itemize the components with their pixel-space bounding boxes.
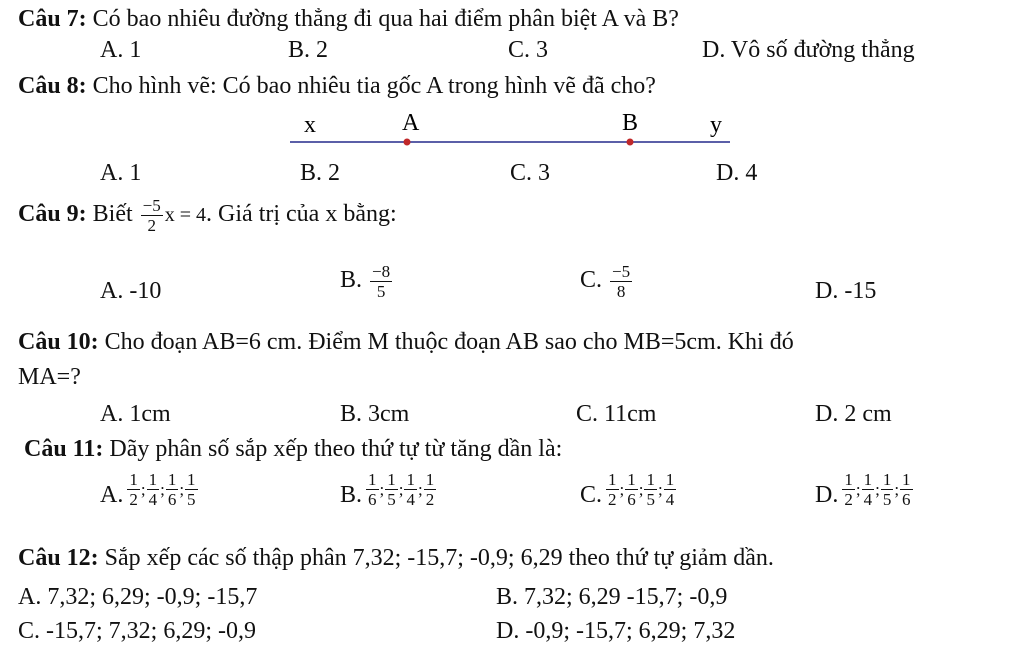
q11-fraction bbox=[147, 470, 160, 509]
q11-option-letter: B. bbox=[340, 482, 363, 508]
q11-numerator: 1 bbox=[902, 470, 911, 489]
q11-denominator: 5 bbox=[387, 490, 396, 509]
q11-numerator: 1 bbox=[863, 470, 873, 489]
q11-denominator: 4 bbox=[863, 490, 873, 509]
q11-denominator: 4 bbox=[665, 490, 675, 509]
q7-option-c[interactable]: C. 3 bbox=[508, 37, 549, 63]
q11-denominator: 5 bbox=[646, 490, 655, 509]
q8-option-d[interactable]: D. 4 bbox=[716, 160, 758, 186]
q11-separator: ; bbox=[379, 479, 385, 499]
q11-denominator: 2 bbox=[608, 490, 617, 509]
q11-option-c[interactable] bbox=[580, 470, 676, 509]
q11-fraction-sequence bbox=[606, 470, 676, 509]
question-11-text: Dãy phân số sắp xếp theo thứ tự từ tăng dần là: bbox=[109, 436, 563, 462]
q10-option-b[interactable]: B. 3cm bbox=[340, 401, 410, 427]
point-b bbox=[627, 139, 634, 146]
q11-separator: ; bbox=[894, 479, 900, 499]
q11-fraction bbox=[366, 470, 379, 509]
q11-denominator: 4 bbox=[406, 490, 415, 509]
q9-b-numerator: −8 bbox=[372, 262, 391, 281]
q11-denominator: 6 bbox=[902, 490, 911, 509]
q11-separator: ; bbox=[619, 479, 625, 499]
q11-numerator: 1 bbox=[882, 470, 892, 489]
q11-fraction bbox=[842, 470, 855, 509]
q11-option-b[interactable] bbox=[340, 470, 436, 509]
q9-equation-fraction bbox=[141, 196, 163, 235]
q11-fraction bbox=[606, 470, 619, 509]
q11-fraction bbox=[644, 470, 657, 509]
question-12-label: Câu 12: bbox=[18, 545, 99, 571]
q11-separator: ; bbox=[875, 479, 880, 499]
q11-fraction bbox=[127, 470, 140, 509]
q11-denominator: 6 bbox=[167, 490, 177, 509]
q11-denominator: 2 bbox=[425, 490, 435, 509]
question-10-text-line2: MA=? bbox=[18, 364, 81, 390]
q10-option-d[interactable]: D. 2 cm bbox=[815, 401, 892, 427]
q11-numerator: 1 bbox=[406, 470, 415, 489]
q11-separator: ; bbox=[417, 479, 423, 499]
q9-option-c[interactable] bbox=[580, 262, 634, 301]
q9-option-d[interactable]: D. -15 bbox=[815, 278, 877, 304]
q10-option-a[interactable]: A. 1cm bbox=[100, 401, 171, 427]
q8-option-c[interactable]: C. 3 bbox=[510, 160, 551, 186]
q11-denominator: 5 bbox=[187, 490, 196, 509]
q11-numerator: 1 bbox=[387, 470, 396, 489]
q11-numerator: 1 bbox=[844, 470, 853, 489]
point-a bbox=[404, 139, 411, 146]
q11-denominator: 6 bbox=[627, 490, 636, 509]
q11-fraction bbox=[664, 470, 677, 509]
q11-separator: ; bbox=[179, 479, 185, 499]
question-9 bbox=[18, 196, 397, 235]
q12-option-c[interactable]: C. -15,7; 7,32; 6,29; -0,9 bbox=[18, 618, 256, 644]
q11-numerator: 1 bbox=[148, 470, 158, 489]
q11-numerator: 1 bbox=[425, 470, 435, 489]
q11-fraction-sequence bbox=[366, 470, 436, 509]
q9-option-b[interactable] bbox=[340, 262, 394, 301]
q11-numerator: 1 bbox=[187, 470, 196, 489]
line-xy-figure bbox=[290, 108, 740, 156]
question-7-label: Câu 7: bbox=[18, 6, 87, 32]
q9-c-numerator: −5 bbox=[612, 262, 631, 281]
q11-fraction bbox=[625, 470, 638, 509]
question-8 bbox=[18, 73, 656, 100]
q11-numerator: 1 bbox=[627, 470, 636, 489]
q7-option-d[interactable]: D. Vô số đường thẳng bbox=[702, 37, 915, 63]
question-12-text: Sắp xếp các số thập phân 7,32; -15,7; -0,9; 6,29 theo thứ tự giảm dần. bbox=[104, 545, 774, 571]
q11-denominator: 2 bbox=[129, 490, 138, 509]
label-b: B bbox=[622, 110, 639, 136]
q11-option-letter: C. bbox=[580, 482, 603, 508]
q8-option-a[interactable]: A. 1 bbox=[100, 160, 142, 186]
q11-numerator: 1 bbox=[608, 470, 617, 489]
q11-fraction bbox=[385, 470, 398, 509]
question-10-text-line1: Cho đoạn AB=6 cm. Điểm M thuộc đoạn AB sao cho MB=5cm. Khi đó bbox=[104, 329, 794, 355]
q11-denominator: 2 bbox=[844, 490, 853, 509]
q9-b-denominator: 5 bbox=[376, 282, 386, 301]
question-7 bbox=[18, 6, 679, 33]
q9-option-c-letter: C. bbox=[580, 267, 603, 294]
question-8-label: Câu 8: bbox=[18, 73, 87, 99]
question-7-text: Có bao nhiêu đường thẳng đi qua hai điểm phân biệt A và B? bbox=[92, 6, 679, 32]
q9-option-c-fraction bbox=[610, 262, 632, 301]
q12-option-d[interactable]: D. -0,9; -15,7; 6,29; 7,32 bbox=[496, 618, 736, 644]
q11-numerator: 1 bbox=[167, 470, 177, 489]
q10-option-c[interactable]: C. 11cm bbox=[576, 401, 657, 427]
q9-eq-denominator: 2 bbox=[147, 216, 156, 235]
q9-eq-numerator: −5 bbox=[142, 196, 161, 215]
question-11 bbox=[24, 436, 562, 463]
q11-fraction bbox=[404, 470, 417, 509]
question-12 bbox=[18, 545, 774, 572]
q9-equation-rest: x = 4 bbox=[164, 204, 207, 227]
q11-option-a[interactable] bbox=[100, 470, 198, 509]
q9-option-b-letter: B. bbox=[340, 267, 363, 294]
q11-denominator: 4 bbox=[148, 490, 158, 509]
q11-separator: ; bbox=[140, 479, 146, 499]
question-9-text-before: Biết bbox=[92, 201, 133, 228]
q12-option-a[interactable]: A. 7,32; 6,29; -0,9; -15,7 bbox=[18, 584, 258, 610]
question-9-text-after: . Giá trị của x bằng: bbox=[206, 201, 397, 228]
q11-numerator: 1 bbox=[665, 470, 675, 489]
q11-numerator: 1 bbox=[368, 470, 377, 489]
question-11-label: Câu 11: bbox=[24, 436, 104, 462]
q9-option-a[interactable]: A. -10 bbox=[100, 278, 162, 304]
q11-fraction bbox=[900, 470, 913, 509]
q11-separator: ; bbox=[657, 479, 663, 499]
q11-option-d[interactable] bbox=[815, 470, 913, 509]
q11-fraction bbox=[881, 470, 894, 509]
q8-option-b[interactable]: B. 2 bbox=[300, 160, 341, 186]
q9-option-b-fraction bbox=[370, 262, 392, 301]
q11-fraction-sequence bbox=[842, 470, 912, 509]
q11-separator: ; bbox=[638, 479, 644, 499]
q11-separator: ; bbox=[855, 479, 861, 499]
q11-denominator: 5 bbox=[882, 490, 892, 509]
label-x: x bbox=[304, 112, 316, 138]
q11-fraction bbox=[424, 470, 437, 509]
question-9-label: Câu 9: bbox=[18, 201, 87, 228]
q11-option-letter: D. bbox=[815, 482, 839, 508]
q11-numerator: 1 bbox=[129, 470, 138, 489]
question-10 bbox=[18, 329, 794, 356]
label-a: A bbox=[402, 110, 420, 136]
q11-fraction bbox=[862, 470, 875, 509]
q7-option-a[interactable]: A. 1 bbox=[100, 37, 142, 63]
label-y: y bbox=[710, 112, 722, 138]
q11-fraction-sequence bbox=[127, 470, 197, 509]
question-8-text: Cho hình vẽ: Có bao nhiêu tia gốc A trong hình vẽ đã cho? bbox=[92, 73, 656, 99]
q11-separator: ; bbox=[160, 479, 165, 499]
q12-option-b[interactable]: B. 7,32; 6,29 -15,7; -0,9 bbox=[496, 584, 728, 610]
q9-c-denominator: 8 bbox=[616, 282, 626, 301]
q11-fraction bbox=[185, 470, 198, 509]
q11-denominator: 6 bbox=[368, 490, 377, 509]
q11-separator: ; bbox=[398, 479, 404, 499]
q11-fraction bbox=[166, 470, 179, 509]
q7-option-b[interactable]: B. 2 bbox=[288, 37, 329, 63]
q11-numerator: 1 bbox=[646, 470, 655, 489]
question-10-label: Câu 10: bbox=[18, 329, 99, 355]
q11-option-letter: A. bbox=[100, 482, 124, 508]
